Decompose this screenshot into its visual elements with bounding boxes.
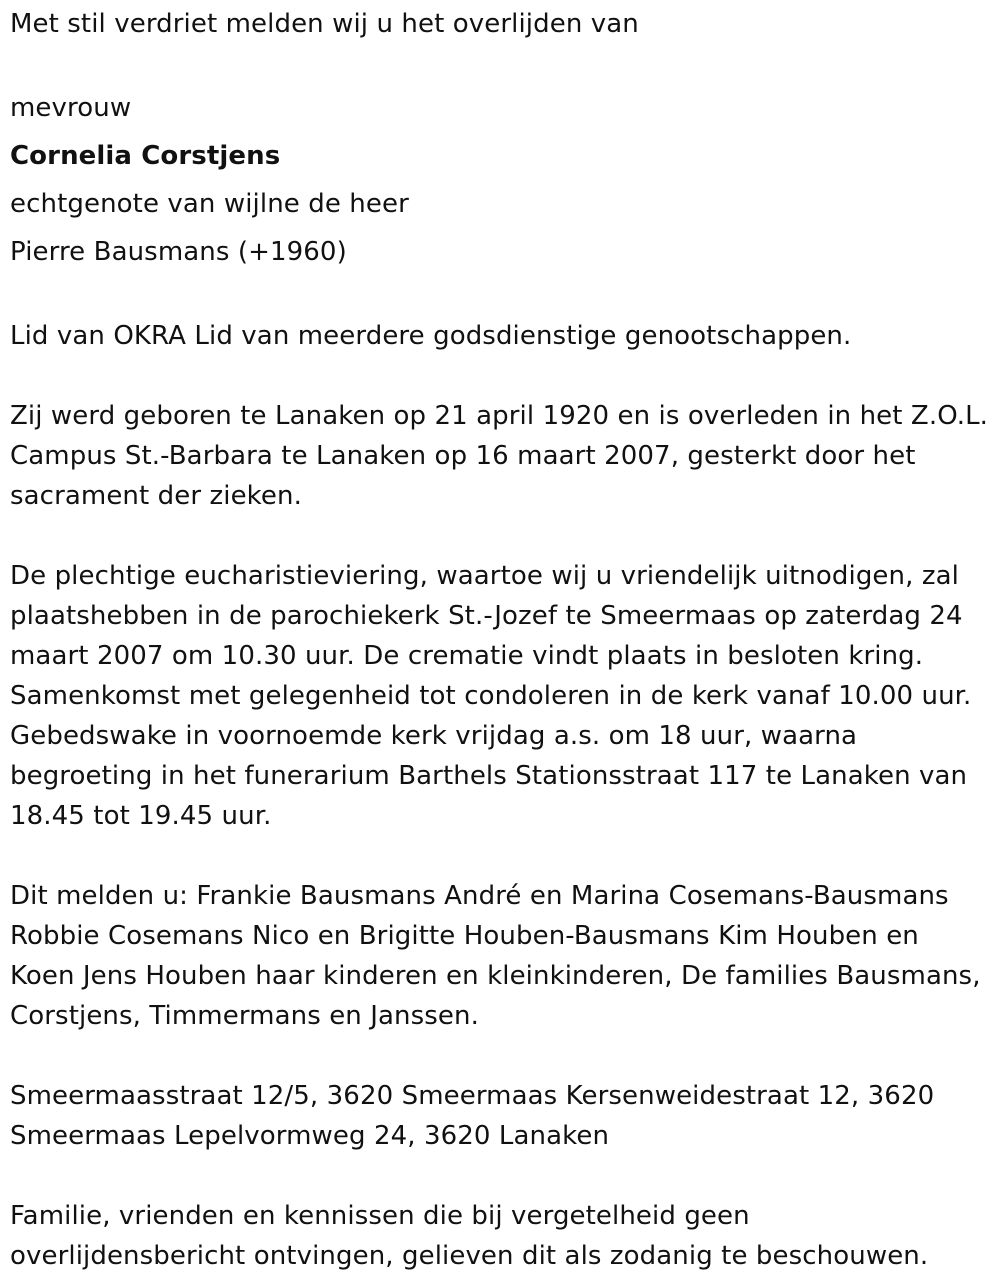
birth-death-paragraph: Zij werd geboren te Lanaken op 21 april 1920 en is overleden in het Z.O.L. Campus St.-Barbara te Lanaken op 16 maart 2007, gesterkt door het sacrament der zieken.	[10, 401, 989, 511]
spacer	[10, 836, 990, 876]
spacer	[10, 44, 990, 84]
spacer	[10, 516, 990, 556]
spacer	[10, 1156, 990, 1196]
ceremony-paragraph: De plechtige eucharistieviering, waartoe wij u vriendelijk uitnodigen, zal plaatshebben in de parochiekerk St.-Jozef te Smeermaas op zaterdag 24 maart 2007 om 10.30 uur. De crematie vindt plaats in besloten kring. Samenkomst met gelegenheid tot condoleren in de kerk vanaf 10.00 uur. Gebedswake in voornoemde kerk vrijdag a.s. om 18 uur, waarna begroeting in het funerarium Barthels Stationsstraat 117 te Lanaken van 18.45 tot 19.45 uur.	[10, 561, 972, 831]
intro-text: Met stil verdriet melden wij u het overlijden van	[10, 9, 639, 39]
family-paragraph: Dit melden u: Frankie Bausmans André en Marina Cosemans-Bausmans Robbie Cosemans Nico en Brigitte Houben-Bausmans Kim Houben en Koen Jens Houben haar kinderen en kleinkinderen, De families Bausmans, Corstjens, Timmermans en Janssen.	[10, 881, 981, 1031]
memberships-text: Lid van OKRA Lid van meerdere godsdienstige genootschappen.	[10, 321, 852, 351]
title-prefix: mevrouw	[10, 93, 132, 123]
spouse-name: Pierre Bausmans (+1960)	[10, 237, 347, 267]
deceased-name: Cornelia Corstjens	[10, 141, 281, 171]
spacer	[10, 1036, 990, 1076]
spacer	[10, 276, 990, 316]
spacer	[10, 356, 990, 396]
addresses-paragraph: Smeermaasstraat 12/5, 3620 Smeermaas Kersenweidestraat 12, 3620 Smeermaas Lepelvormweg 24, 3620 Lanaken	[10, 1081, 935, 1151]
spouse-line: echtgenote van wijlne de heer	[10, 189, 409, 219]
closing-paragraph: Familie, vrienden en kennissen die bij vergetelheid geen overlijdensbericht ontvingen, gelieven dit als zodanig te beschouwen.	[10, 1201, 929, 1271]
